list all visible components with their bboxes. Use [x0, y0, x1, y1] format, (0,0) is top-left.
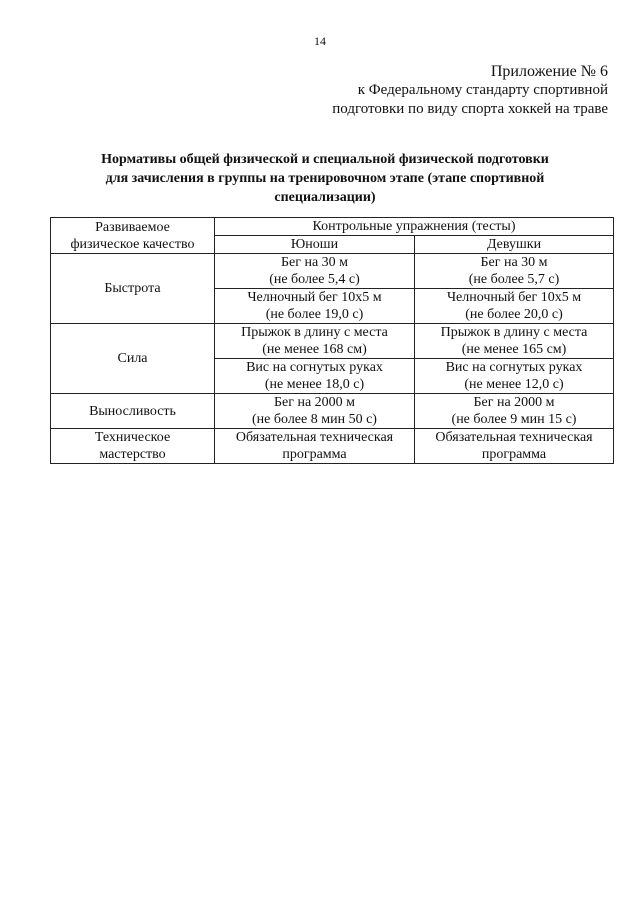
boys-test-cell	[215, 394, 415, 429]
test-name: Челночный бег 10х5 м	[247, 290, 382, 305]
table-row	[51, 324, 614, 359]
quality-line-1: Техническое	[94, 430, 171, 445]
test-norm: (не более 5,7 с)	[468, 272, 560, 287]
title-line-2: для зачисления в группы на тренировочном этапе (этапе спортивной	[105, 171, 545, 186]
quality-endurance: Выносливость	[51, 394, 215, 429]
table-row	[51, 394, 614, 429]
test-name: Прыжок в длину с места	[241, 325, 388, 340]
quality-strength: Сила	[51, 324, 215, 394]
header-quality-line-2: физическое качество	[70, 236, 195, 252]
quality-line-2: мастерство	[99, 447, 166, 462]
test-norm: (не менее 18,0 с)	[264, 377, 365, 392]
document-title	[60, 150, 590, 207]
test-name: Бег на 30 м	[480, 255, 548, 270]
girls-test-cell	[415, 429, 614, 464]
test-name: Прыжок в длину с места	[440, 325, 588, 340]
header-girls: Девушки	[415, 236, 614, 254]
norms-table	[50, 217, 614, 464]
test-norm: (не более 5,4 с)	[269, 272, 360, 287]
appendix-number: Приложение № 6	[490, 63, 608, 80]
test-name: Вис на согнутых руках	[246, 360, 383, 375]
quality-technical-mastery	[51, 429, 215, 464]
girls-test-cell	[415, 359, 614, 394]
girls-test-cell	[415, 289, 614, 324]
table-row	[51, 429, 614, 464]
quality-speed: Быстрота	[51, 254, 215, 324]
test-norm: (не менее 165 см)	[461, 342, 567, 357]
table-header-row	[51, 218, 614, 236]
title-line-3: специализации)	[274, 190, 376, 205]
test-norm: программа	[282, 447, 347, 462]
test-norm: программа	[481, 447, 547, 462]
test-norm: (не более 20,0 с)	[465, 307, 563, 322]
test-name: Вис на согнутых руках	[445, 360, 583, 375]
boys-test-cell	[215, 359, 415, 394]
girls-test-cell	[415, 254, 614, 289]
test-name: Бег на 2000 м	[273, 395, 356, 410]
test-name: Бег на 30 м	[280, 255, 349, 270]
header-boys: Юноши	[215, 236, 415, 254]
appendix-reference: к Федеральному стандарту спортивной	[357, 82, 608, 98]
test-norm: (не более 19,0 с)	[265, 307, 364, 322]
appendix-reference-sport: подготовки по виду спорта хоккей на траве	[332, 101, 608, 117]
boys-test-cell	[215, 289, 415, 324]
boys-test-cell	[215, 254, 415, 289]
boys-test-cell	[215, 324, 415, 359]
header-tests: Контрольные упражнения (тесты)	[215, 218, 614, 236]
boys-test-cell	[215, 429, 415, 464]
test-name: Обязательная техническая	[235, 430, 394, 445]
girls-test-cell	[415, 394, 614, 429]
title-line-1: Нормативы общей физической и специальной физической подготовки	[101, 152, 549, 167]
test-norm: (не более 9 мин 15 с)	[451, 412, 577, 427]
test-name: Бег на 2000 м	[473, 395, 555, 410]
test-norm: (не менее 12,0 с)	[464, 377, 564, 392]
appendix-header	[332, 62, 608, 119]
test-name: Челночный бег 10х5 м	[446, 290, 582, 305]
test-norm: (не менее 168 см)	[262, 342, 367, 357]
header-quality	[51, 218, 215, 254]
test-norm: (не более 8 мин 50 с)	[252, 412, 377, 427]
page-number: 14	[314, 34, 326, 48]
girls-test-cell	[415, 324, 614, 359]
test-name: Обязательная техническая	[435, 430, 593, 445]
header-quality-line-1: Развиваемое	[95, 219, 170, 235]
table-row	[51, 254, 614, 289]
